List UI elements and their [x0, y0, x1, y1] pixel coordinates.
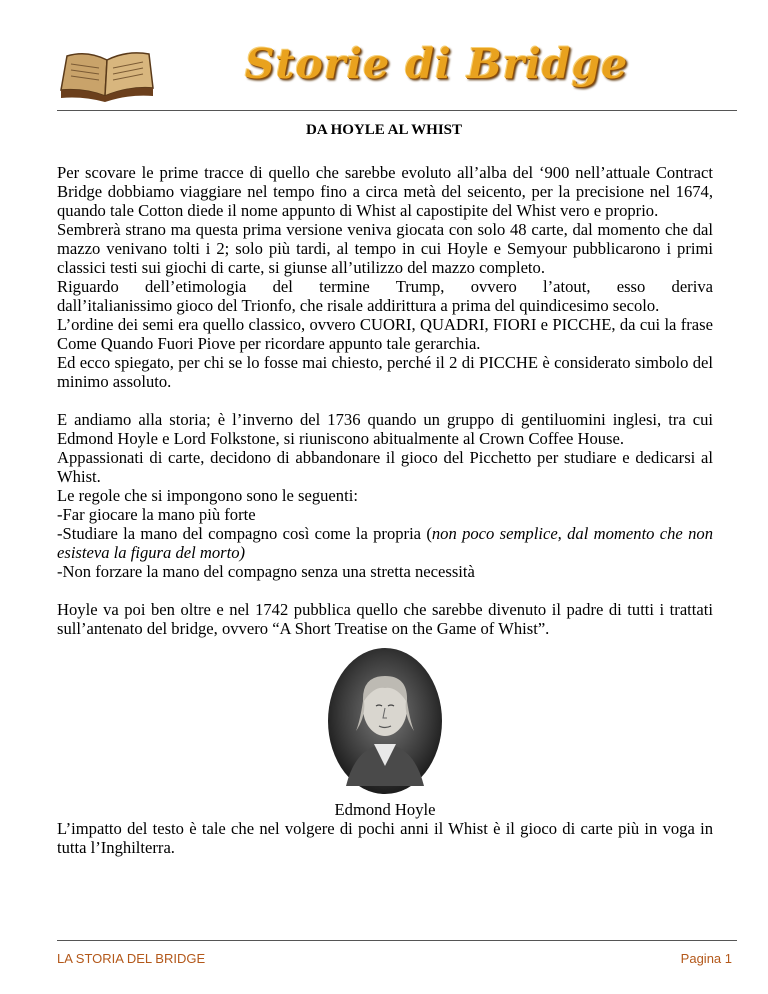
paragraph: L’ordine dei semi era quello classico, ovvero CUORI, QUADRI, FIORI e PICCHE, da cui la frase Come Quando Fuori Piove per ricordare appunto tale gerarchia. [57, 315, 713, 353]
paragraph: L’impatto del testo è tale che nel volgere di pochi anni il Whist è il gioco di carte più in voga in tutta l’Inghilterra. [57, 819, 713, 857]
rule-item: -Studiare la mano del compagno così come la propria (non poco semplice, dal momento che non esisteva la figura del morto) [57, 524, 713, 562]
paragraph: Ed ecco spiegato, per chi se lo fosse mai chiesto, perché il 2 di PICCHE è considerato simbolo del minimo assoluto. [57, 353, 713, 391]
document-body [57, 163, 713, 857]
footer-title: LA STORIA DEL BRIDGE [57, 951, 206, 966]
portrait-caption: Edmond Hoyle [334, 800, 436, 819]
paragraph: Riguardo dell’etimologia del termine Trump, ovvero l’atout, esso deriva [57, 277, 713, 296]
open-book-icon [57, 46, 157, 104]
italic-note: non poco semplice, dal momento che non esisteva la figura del morto) [57, 524, 713, 562]
header-divider [57, 110, 737, 111]
footer-divider [57, 940, 737, 941]
page-number: Pagina 1 [680, 951, 732, 966]
portrait-image [326, 646, 444, 796]
document-title: DA HOYLE AL WHIST [305, 122, 463, 138]
rule-item: -Non forzare la mano del compagno senza una stretta necessità [57, 562, 475, 581]
paragraph: Le regole che si impongono sono le seguenti: [57, 486, 358, 505]
paragraph: Appassionati di carte, decidono di abbandonare il gioco del Picchetto per studiare e dedicarsi al Whist. [57, 448, 713, 486]
logo-title: Storie di Bridge [245, 40, 629, 88]
page-header [57, 28, 737, 108]
paragraph: Per scovare le prime tracce di quello che sarebbe evoluto all’alba del ‘900 nell’attuale Contract Bridge dobbiamo viaggiare nel tempo fino a circa metà del seicento, per la precisione nel 1674, quando tale Cotton diede il nome appunto di Whist al capostipite del Whist vero e proprio. [57, 163, 713, 220]
rule-item: -Far giocare la mano più forte [57, 505, 256, 524]
paragraph: Hoyle va poi ben oltre e nel 1742 pubblica quello che sarebbe divenuto il padre di tutti i trattati sull’antenato del bridge, ovvero “A Short Treatise on the Game of Whist”. [57, 600, 713, 638]
paragraph: Sembrerà strano ma questa prima versione veniva giocata con solo 48 carte, dal momento che dal mazzo venivano tolti i 2; solo più tardi, al tempo in cui Hoyle e Semyour pubblicarono i primi classici testi sui giochi di carte, si giunse all’utilizzo del mazzo completo. [57, 220, 713, 277]
paragraph: E andiamo alla storia; è l’inverno del 1736 quando un gruppo di gentiluomini inglesi, tra cui Edmond Hoyle e Lord Folkstone, si riuniscono abitualmente al Crown Coffee House. [57, 410, 713, 448]
paragraph: dall’italianissimo gioco del Trionfo, che risale addirittura a prima del quindicesimo secolo. [57, 296, 660, 315]
